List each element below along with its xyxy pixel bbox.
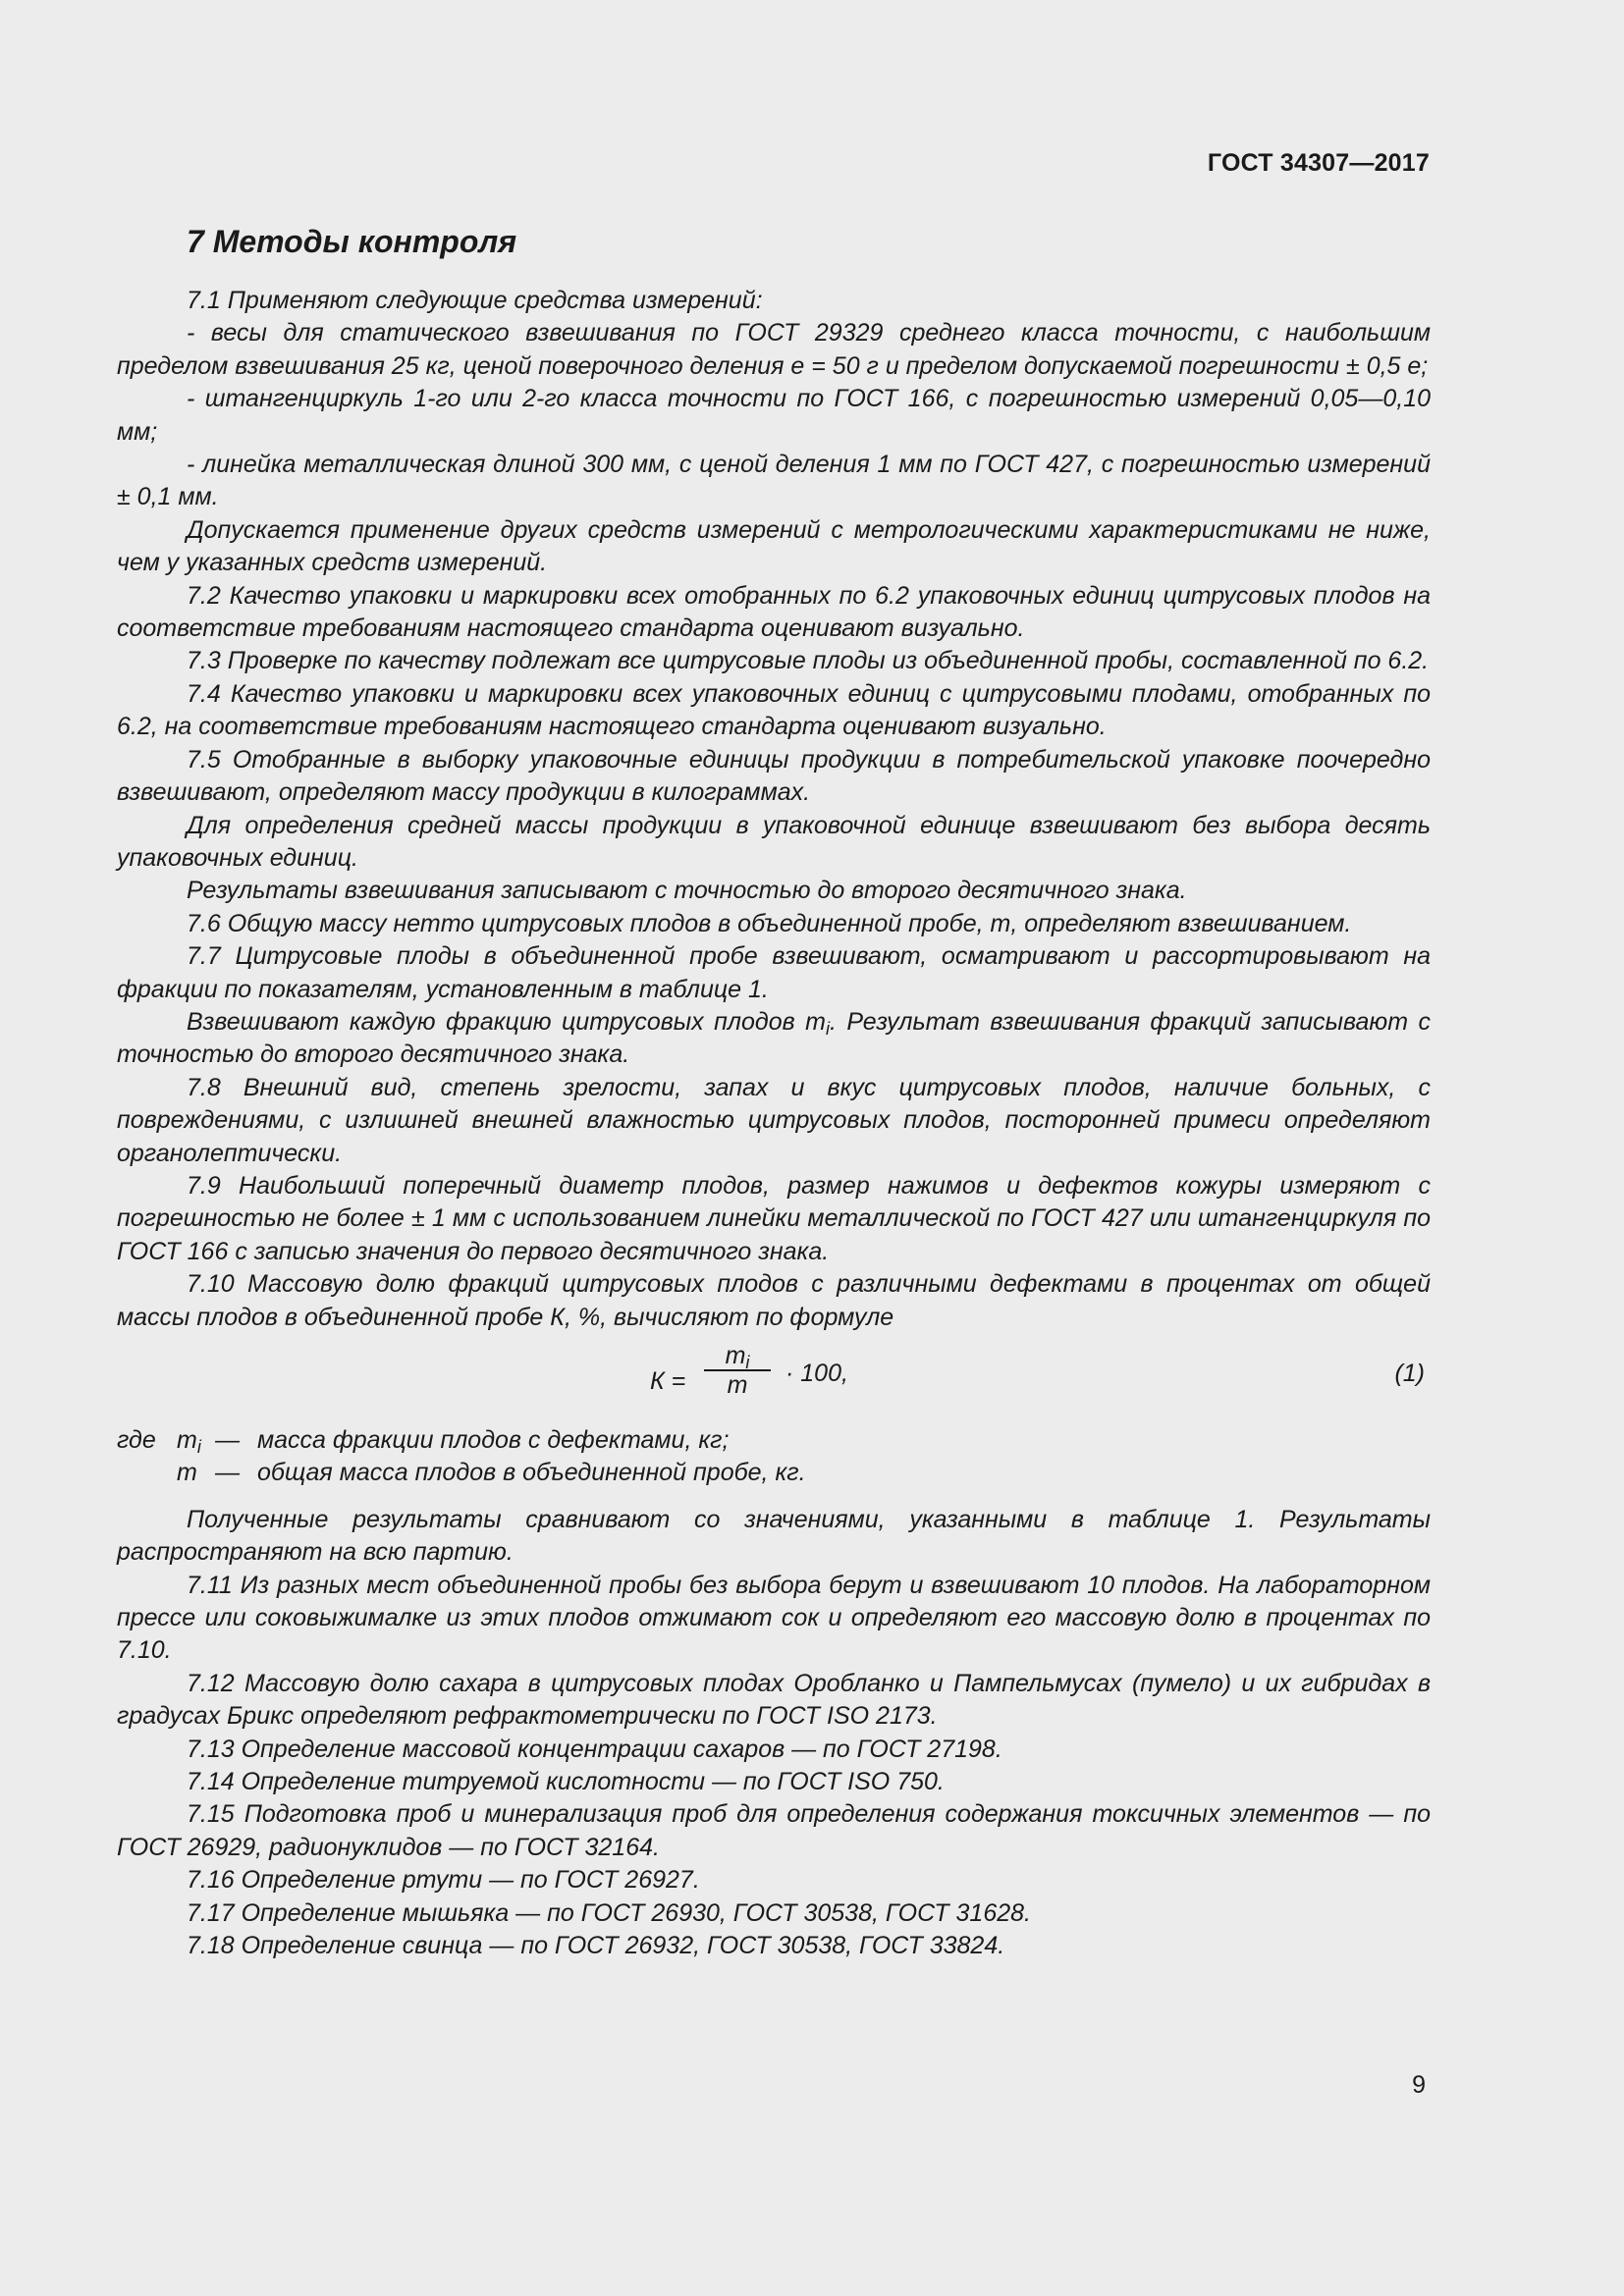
formula-number: (1) bbox=[1394, 1360, 1425, 1387]
paragraph: 7.12 Массовую долю сахара в цитрусовых плодах Оробланко и Пампельмусах (пумело) и их гибридах в градусах Брикс определяют рефрактометрически по ГОСТ ISO 2173. bbox=[117, 1669, 1431, 1731]
paragraph: Результаты взвешивания записывают с точностью до второго десятичного знака. bbox=[187, 877, 1187, 905]
paragraph: 7.11 Из разных мест объединенной пробы без выбора берут и взвешивают 10 плодов. На лабораторном прессе или соковыжималке из этих плодов отжимают сок и определяют его массовую долю в процентах по 7.10. bbox=[117, 1571, 1431, 1665]
paragraph: 7.13 Определение массовой концентрации сахаров — по ГОСТ 27198. bbox=[187, 1735, 1002, 1763]
page-number: 9 bbox=[1412, 2071, 1426, 2099]
where-text: общая масса плодов в объединенной пробе, кг. bbox=[257, 1459, 806, 1487]
paragraph: 7.3 Проверке по качеству подлежат все цитрусовые плоды из объединенной пробы, составленной по 6.2. bbox=[187, 647, 1430, 675]
paragraph-weigh-fraction bbox=[117, 1006, 1431, 1072]
where-dash: — bbox=[215, 1459, 240, 1487]
where-row bbox=[117, 1424, 1431, 1457]
paragraph: - весы для статического взвешивания по ГОСТ 29329 среднего класса точности, с наибольшим пределом взвешивания 25 кг, ценой поверочного деления е = 50 г и пределом допускаемой погрешности ± 0,5 е; bbox=[117, 319, 1431, 380]
paragraph: 7.8 Внешний вид, степень зрелости, запах и вкус цитрусовых плодов, наличие больных, с повреждениями, с излишней внешней влажностью цитрусовых плодов, посторонней примеси определяют органолептически. bbox=[117, 1073, 1431, 1167]
paragraph: Для определения средней массы продукции в упаковочной единице взвешивают без выбора десять упаковочных единиц. bbox=[117, 811, 1431, 872]
paragraph: 7.16 Определение ртути — по ГОСТ 26927. bbox=[187, 1866, 700, 1895]
where-symbol: m bbox=[177, 1459, 197, 1487]
formula-fraction bbox=[704, 1342, 771, 1399]
weigh-fraction-sub: i bbox=[825, 1018, 830, 1039]
paragraph: 7.17 Определение мышьяка — по ГОСТ 26930, ГОСТ 30538, ГОСТ 31628. bbox=[187, 1898, 1031, 1927]
where-label: где bbox=[117, 1426, 156, 1454]
formula-lhs: К = bbox=[650, 1367, 686, 1395]
paragraph: 7.7 Цитрусовые плоды в объединенной пробе взвешивают, осматривают и рассортировывают на фракции по показателям, установленным в таблице 1. bbox=[117, 942, 1431, 1003]
paragraph: - штангенциркуль 1-го или 2-го класса точности по ГОСТ 166, с погрешностью измерений 0,05—0,10 мм; bbox=[117, 385, 1431, 446]
paragraph: 7.10 Массовую долю фракций цитрусовых плодов с различными дефектами в процентах от общей массы плодов в объединенной пробе К, %, вычисляют по формуле bbox=[117, 1270, 1431, 1331]
paragraph: 7.4 Качество упаковки и маркировки всех упаковочных единиц с цитрусовыми плодами, отобранных по 6.2, на соответствие требованиям настоящего стандарта оценивают визуально. bbox=[117, 679, 1431, 741]
paragraph: 7.14 Определение титруемой кислотности — по ГОСТ ISO 750. bbox=[187, 1768, 945, 1796]
paragraph: 7.18 Определение свинца — по ГОСТ 26932, ГОСТ 30538, ГОСТ 33824. bbox=[187, 1932, 1005, 1960]
document-body bbox=[117, 285, 1431, 1962]
weigh-fraction-after: . Результат взвешивания фракций записывают с точностью до второго десятичного знака. bbox=[117, 1007, 1431, 1069]
paragraph: 7.9 Наибольший поперечный диаметр плодов, размер нажимов и дефектов кожуры измеряют с погрешностью не более ± 1 мм с использованием линейки металлической по ГОСТ 427 или штангенциркуля по ГОСТ 166 с записью значения до первого десятичного знака. bbox=[117, 1171, 1431, 1265]
paragraph: 7.5 Отобранные в выборку упаковочные единицы продукции в потребительской упаковке поочередно взвешивают, определяют массу продукции в килограммах. bbox=[117, 745, 1431, 807]
document-header: ГОСТ 34307—2017 bbox=[1207, 149, 1430, 177]
section-title: 7 Методы контроля bbox=[187, 224, 517, 259]
paragraph: 7.6 Общую массу нетто цитрусовых плодов в объединенной пробе, m, определяют взвешиванием. bbox=[187, 909, 1352, 937]
formula-rhs: · 100, bbox=[785, 1360, 848, 1387]
weigh-fraction-before: Взвешивают каждую фракцию цитрусовых плодов m bbox=[187, 1007, 826, 1036]
paragraph: - линейка металлическая длиной 300 мм, с ценой деления 1 мм по ГОСТ 427, с погрешностью измерений ± 0,1 мм. bbox=[117, 451, 1431, 511]
paragraph: 7.1 Применяют следующие средства измерений: bbox=[187, 287, 763, 314]
where-dash: — bbox=[215, 1426, 240, 1454]
formula-numerator: $m_i$ bbox=[704, 1342, 771, 1371]
paragraph: 7.15 Подготовка проб и минерализация проб для определения содержания токсичных элементов — по ГОСТ 26929, радионуклидов — по ГОСТ 32164. bbox=[117, 1800, 1431, 1861]
paragraph: Допускается применение других средств измерений с метрологическими характеристиками не ниже, чем у указанных средств измерений. bbox=[117, 515, 1431, 577]
where-row bbox=[117, 1457, 1431, 1489]
formula-denominator: m bbox=[727, 1371, 748, 1399]
paragraph: Полученные результаты сравнивают со значениями, указанными в таблице 1. Результаты распространяют на всю партию. bbox=[117, 1505, 1431, 1567]
where-text: масса фракции плодов с дефектами, кг; bbox=[257, 1426, 730, 1454]
where-block bbox=[117, 1424, 1431, 1490]
paragraph: 7.2 Качество упаковки и маркировки всех отобранных по 6.2 упаковочных единиц цитрусовых плодов на соответствие требованиям настоящего стандарта оценивают визуально. bbox=[117, 581, 1431, 643]
formula bbox=[117, 1338, 1431, 1420]
where-symbol: $m_i$ bbox=[177, 1426, 201, 1457]
